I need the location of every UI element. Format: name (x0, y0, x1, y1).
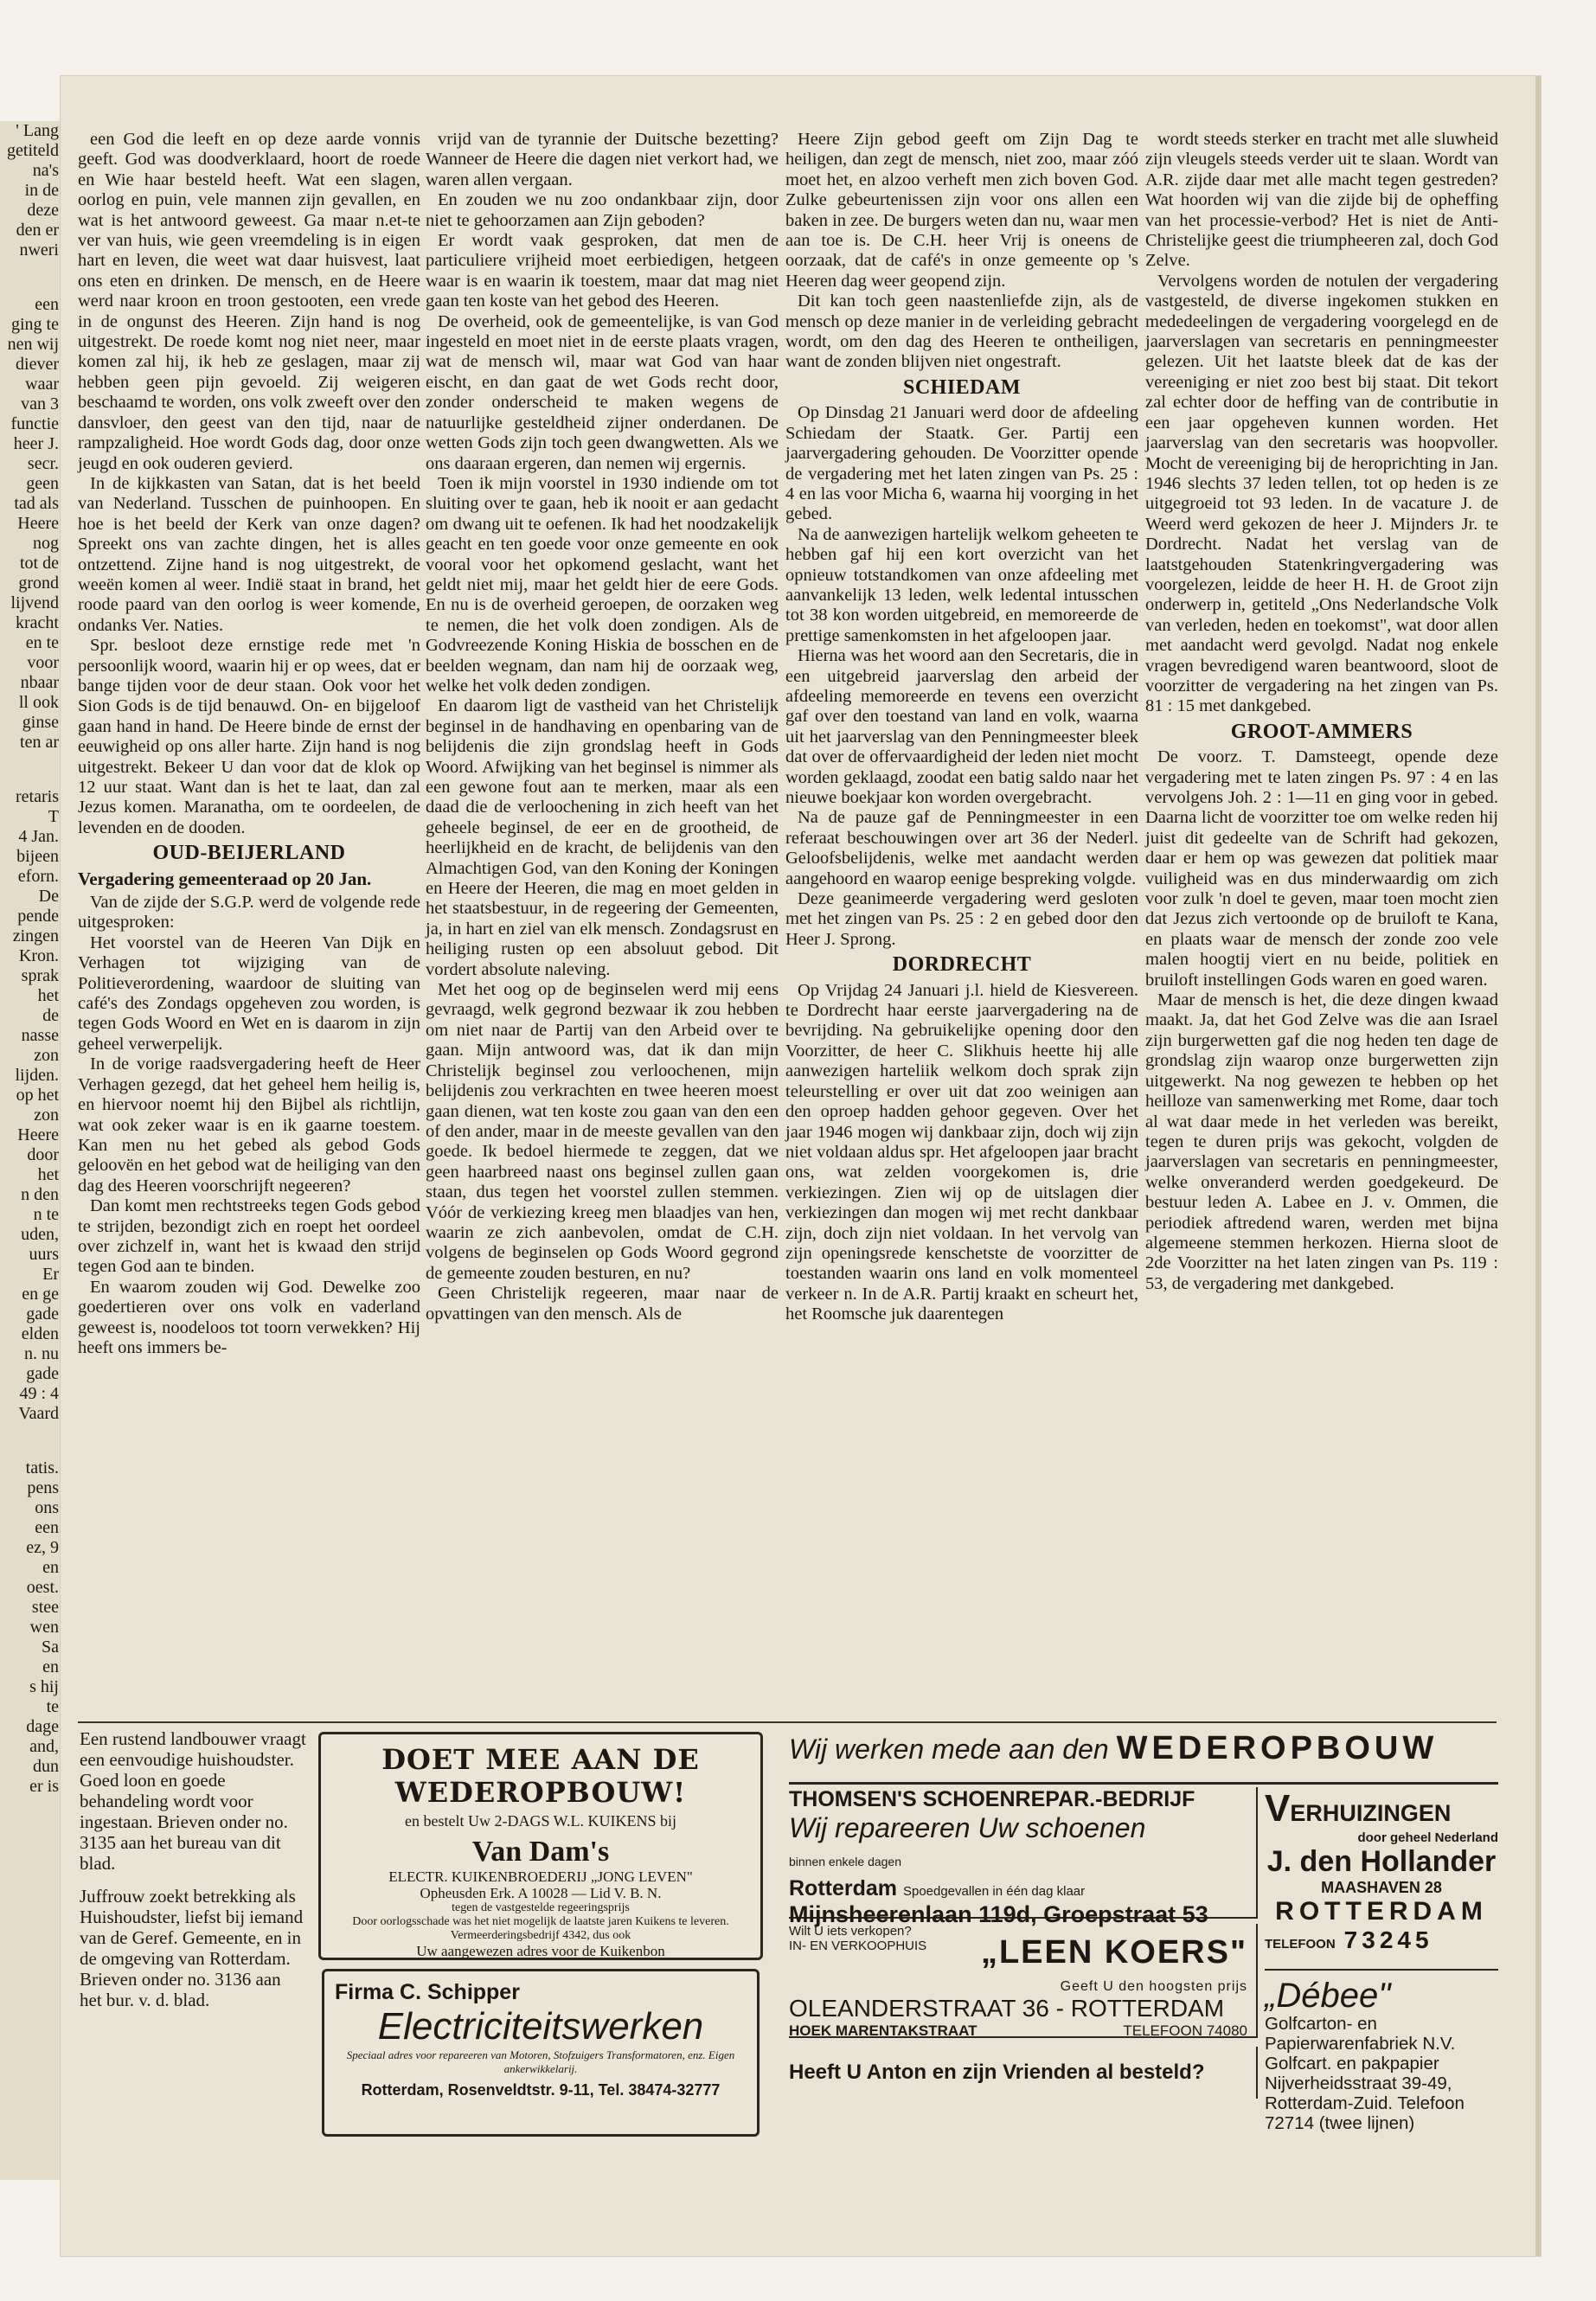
prev-page-fragment: Sa (42, 1638, 59, 1657)
prev-page-fragment: sprak (21, 966, 59, 985)
prev-page-fragment: uden, (21, 1225, 59, 1244)
prev-page-fragment: lijden. (15, 1066, 59, 1085)
prev-page-fragment: 4 Jan. (18, 827, 59, 846)
prev-page-fragment: heer J. (13, 434, 59, 453)
prev-page-fragment: ez, 9 (26, 1538, 59, 1557)
prev-page-fragment: getiteld (7, 141, 59, 160)
article-paragraph: En daarom ligt de vastheid van het Christelijk beginsel in de handhaving en openbaring van de belijdenis die zijn grondslag heeft in Gods Woord. Afwijking van het beginsel is nimmer als een gewone fout aan te merken, maar als een daad die de verloochening in zich heeft van het geheele beginsel, de eer en de grootheid, de heerlijkheid en de kracht, de belijdenis van den Almachtigen God, van den Koning der Koningen en Heere der Heeren, die mag en moet gelden in het staatsbestuur, in de regeering der Gemeenten, ja, in hart en ziel van elk mensch. Zondagsrust en heiliging rusten op een absoluut gebod. Dit vordert absolute naleving. (426, 696, 779, 979)
prev-page-fragment: de (42, 1006, 59, 1025)
ad-debee-golfcarton (1265, 1977, 1498, 2133)
prev-page-fragment: Er (42, 1265, 59, 1284)
ad-line: Golfcart. en pakpapier (1265, 2054, 1439, 2073)
prev-page-fragment: ons (35, 1498, 59, 1517)
article-paragraph: Toen ik mijn voorstel in 1930 indiende om tot sluiting over te gaan, heb ik nooit er aan gedacht om dwang uit te oefenen. Ik had het noodzakelijk geacht en ten goede voor onze gemeente en ook vooral voor het opkomend geslacht, want het geldt niet mij, maar het geldt hier de eere Gods. En nu is de overheid geroepen, de oorzaken weg te nemen, die het volk doen zondigen. Als de Godvreezende Koning Hiskia de bosschen en de beelden wegnam, dan nam hij de oorzaak weg, welke het volk deden zondigen. (426, 473, 779, 695)
prev-page-fragment: functie (10, 414, 59, 433)
prev-page-fragment: tatis. (25, 1458, 59, 1477)
ad-title: ERHUIZINGEN (1290, 1800, 1452, 1826)
article-paragraph: En waarom zouden wij God. Dewelke zoo goedertieren over ons volk en vaderland geweest is, noodeloos tot toorn verwekken? Hij heeft ons immers be- (78, 1277, 420, 1357)
section-subheading: Vergadering gemeenteraad op 20 Jan. (78, 868, 372, 889)
classified-ads (80, 1728, 306, 2022)
prev-page-fragment: lijvend (10, 593, 59, 612)
prev-page-fragment: zon (34, 1046, 59, 1065)
ad-tel-label: TELEFOON (1265, 1937, 1336, 1952)
ad-headline: DOET MEE AAN DE WEDEROPBOUW! (381, 1743, 700, 1809)
prev-page-fragment: een (35, 1518, 59, 1537)
ad-phone: TELEFOON 74080 (1123, 2022, 1247, 2039)
ad-corner: HOEK MARENTAKSTRAAT (789, 2022, 977, 2039)
article-paragraph: De voorz. T. Damsteegt, opende deze vergadering met te laten zingen Ps. 97 : 4 en las vervolgens Joh. 2 : 1—11 en ging voor in gebed. Daarna licht de voorzitter toe om welke reden hij juist dit gedeelte van de Schrift had gekozen, daar er hem op was gewezen dat politiek maar vuiligheid was en dus minderwaardig om zich voor zulk 'n doel te geven, maar toen mocht zien dat Jezus zich vertoonde op de bruiloft te Kana, en plaats waar de mensch der zonde zoo vele malen hoogtij viert en nu beide, politiek en bruiloft instellingen Gods waren en goed waren. (1145, 747, 1498, 990)
prev-page-fragment: dun (33, 1757, 59, 1776)
article-paragraph: Dit kan toch geen naastenliefde zijn, als de mensch op deze manier in de verleiding gebracht wordt, om den dag des Heeren te ontheiligen, want de zonden blijven niet ongestraft. (785, 292, 1138, 372)
prev-page-fragment: een (35, 295, 59, 314)
ad-wederopbouw-banner (789, 1730, 1498, 1785)
prev-page-fragment: nog (33, 534, 59, 553)
article-paragraph: Na de aanwezigen hartelijk welkom geheeten te hebben gaf hij een kort overzicht van het opnieuw totstandkomen van onze afdeeling met aanvankelijk 13 leden, welk ledental intusschen tot 38 kon worden uitgebreid, en memoreerde de prettige samenkomsten in het afgeloopen jaar. (785, 524, 1138, 645)
article-paragraph: Spr. besloot deze ernstige rede met 'n persoonlijk woord, waarin hij er op wees, dat er bange tijden voor de deur staan. Ook voor het Sion Gods is de tijd benauwd. On- en bijgeloof gaan hand in hand. De Heere binde de ernst der eeuwigheid op ons aller harte. Zijn hand is nog uitgestrekt. Bekeer U dan voor dat de klok op 12 uur staat. Want dan is het te laat, dan zal Jezus komen. Maranatha, om te oordeelen, de levenden en de dooden. (78, 636, 420, 837)
prev-page-fragment: voor (27, 653, 59, 672)
article-paragraph: Het voorstel van de Heeren Van Dijk en Verhagen tot wijziging van de Politieverordening, waardoor de sluiting van café's des Zondags opgeheven zou worden, is tegen Gods Woord en Wet en is daarom in zijn geheel verwerpelijk. (78, 933, 420, 1054)
article-paragraph: En zouden we nu zoo ondankbaar zijn, door niet te gehoorzamen aan Zijn geboden? (426, 190, 779, 230)
article-paragraph: een God die leeft en op deze aarde vonnis geeft. God was doodverklaard, hoort de roede en Wie haar besteld heeft. Wat een slagen, oorlog en puin, vele mannen zijn gevallen, en wat is het antwoord geweest. Ga maar n.et-te ver van huis, wie geen vreemdeling is in eigen hart en leven, die weet wat daar huisvest, laat ons eten en drinken. De mensch, en de Heere werd naar kroon en troon gestooten, een vrede in de ongunst des Heeren. Zijn hand is nog uitgestrekt. De roede komt nog niet neer, maar komen zal hij, ik heb ze geslagen, maar zij hebben geen pijn gevoeld. Zij weigeren beschaamd te worden, ons volk zweeft over den dansvloer, den geest van den tijd, naar de rampzaligheid. Hoe wordt Gods dag, door onze jeugd en ook ouderen gevierd. (78, 130, 420, 473)
ad-tel: 73245 (1343, 1926, 1433, 1953)
prev-page-fragment: nen wij (7, 335, 59, 354)
ad-street: MAASHAVEN 28 (1321, 1879, 1442, 1896)
article-paragraph: Na de pauze gaf de Penningmeester in een referaat beschouwingen over art 36 der Nederl. Geloofsbelijdenis, welke met aandacht werden aangehoord en waarop eenige bespreking volgde. (785, 808, 1138, 888)
ad-van-dams-kuikens (318, 1732, 763, 1960)
previous-page-edge (0, 121, 69, 2180)
ad-pays: Geeft U den hoogsten prijs (1060, 1979, 1247, 1994)
prev-page-fragment: Heere (17, 514, 59, 533)
ad-trade: Electriciteitswerken (377, 2005, 704, 2048)
article-paragraph: wordt steeds sterker en tracht met alle sluwheid zijn vleugels steeds verder uit te slaan. Wordt van A.R. zijde daar met alle macht tegen gestreden? Wat hoorden wij van die zijde bij de opheffing van het processie-verbod? Het is niet de Anti-Christelijke geest die triumpheeren zal, doch God Zelve. (1145, 130, 1498, 271)
prev-page-fragment: pende (17, 907, 59, 926)
prev-page-fragment: oest. (26, 1578, 59, 1597)
ad-name: J. den Hollander (1266, 1845, 1497, 1878)
article-paragraph: Van de zijde der S.G.P. werd de volgende rede uitgesproken: (78, 893, 420, 933)
article-paragraph: Geen Christelijk regeeren, maar naar de opvattingen van den mensch. Als de (426, 1284, 779, 1324)
ad-name: THOMSEN'S SCHOENREPAR.-BEDRIJF (789, 1787, 1195, 1811)
prev-page-fragment: deze (27, 201, 59, 220)
ad-logo: „Débee" (1265, 1977, 1391, 2015)
ad-den-hollander-verhuizingen (1265, 1787, 1498, 1971)
prev-page-fragment: ten ar (20, 733, 59, 752)
prev-page-fragment: en te (25, 633, 59, 652)
prev-page-fragment: retaris (16, 787, 59, 806)
prev-page-fragment: nweri (19, 240, 59, 260)
prev-page-fragment: uurs (29, 1245, 59, 1264)
ad-scope: door geheel Nederland (1357, 1830, 1498, 1845)
prev-page-fragment: kracht (16, 613, 59, 632)
section-heading-groot-ammers: GROOT-AMMERS (1230, 720, 1413, 743)
prev-page-fragment: nbaar (20, 673, 59, 692)
prev-page-fragment: tot de (20, 554, 59, 573)
article-paragraph: Dan komt men rechtstreeks tegen Gods gebod te strijden, bezondigt zich en roept het oordeel over zichzelf in, want het is kwaad den strijd tegen God aan te binden. (78, 1196, 420, 1277)
prev-page-fragment: wen (29, 1618, 59, 1637)
ad-slogan: Wij repareeren Uw schoenen (789, 1812, 1146, 1843)
prev-page-fragment: eforn. (17, 867, 59, 886)
article-paragraph: Er wordt vaak gesproken, dat men de particuliere vrijheid moet eerbiedigen, hetgeen waar is en waarin ik toestem, maar dat mag niet gaan ten koste van het gebod des Heeren. (426, 231, 779, 311)
prev-page-fragment: zon (34, 1106, 59, 1125)
prev-page-fragment: dage (26, 1717, 59, 1736)
prev-page-fragment: en ge (22, 1285, 59, 1304)
prev-page-fragment: gade (26, 1304, 59, 1324)
article-paragraph: In de vorige raadsvergadering heeft de Heer Verhagen gezegd, dat het geheel hem heilig is, en hiervoor noemt hij den Bijbel als richtlijn, wat ook zeker waar is en ik gaarne toestem. Kan men nu het gebed als gebod Gods geloovën en het gebod wat de heiliging van den dag des Heeren voorschrijft negeeren? (78, 1054, 420, 1195)
banner-word: WEDEROPBOUW (1116, 1730, 1439, 1766)
prev-page-fragment: en (42, 1657, 59, 1676)
ad-firm: Firma C. Schipper (335, 1980, 520, 2004)
classified-ad-juffrouw: Juffrouw zoekt betrekking als Huishoudster, liefst bij iemand van de Geref. Gemeente, en in de omgeving van Rotterdam. Brieven onder no. 3136 aan het bur. v. d. blad. (80, 1886, 304, 2010)
prev-page-fragment: secr. (27, 454, 59, 473)
ad-street: OLEANDERSTRAAT 36 - ROTTERDAM (789, 1995, 1225, 2022)
ad-anton: Heeft U Anton en zijn Vrienden al besteld? (789, 2047, 1258, 2099)
prev-page-fragment: het (37, 986, 59, 1005)
ad-city: Rotterdam (789, 1876, 898, 1900)
classified-ad-landbouwer: Een rustend landbouwer vraagt een eenvoudige huishoudster. Goed loon en goede behandeling wordt voor ingestaan. Brieven onder no. 3135 aan het bureau van dit blad. (80, 1728, 306, 1874)
prev-page-fragment: pens (27, 1478, 59, 1497)
prev-page-fragment: diever (16, 355, 59, 374)
prev-page-fragment: op het (16, 1086, 59, 1105)
prev-page-fragment: zingen (12, 926, 59, 945)
article-paragraph: Vervolgens worden de notulen der vergadering vastgesteld, de diverse ingekomen stukken en mededeelingen de vergadering voorgelegd en de jaarverslagen van secretaris en penningmeester gelezen. Uit het laatste bleek dat de kas der vereeniging er niet zoo best bij staat. Dit tekort zal echter door de heffing van de contributie in een jaar opgeheven kunnen worden. Het jaarverslag van den secretaris was hoopvoller. Mocht de vereeniging bij de heroprichting in Jan. 1946 slechts 37 leden tellen, tot op heden is ze uitgegroeid tot 93 leden. In de vacature J. de Weerd werd gekozen de heer J. Mijnders Jr. te Dordrecht. Nadat het verslag van de laatstgehouden Statenkringvergadering was voorgelezen, leidde de heer H. H. de Groot zijn onderwerp in, getiteld „Ons Nederlandsche Volk van verleden, heden en toekomst", wat door allen met aandacht werd gevolgd. Nadat nog enkele vragen bevredigend waren beantwoord, sloot de voorzitter de vergadering na het zingen van Ps. 81 : 15 met dankgebed. (1145, 271, 1498, 716)
ad-line: ELECTR. KUIKENBROEDERIJ „JONG LEVEN" (388, 1868, 693, 1885)
prev-page-fragment: and, (29, 1737, 59, 1756)
ad-address: Mijnsheerenlaan 119d, Groepstraat 53 (789, 1901, 1208, 1927)
prev-page-fragment: Kron. (18, 946, 59, 965)
prev-page-fragment: bijeen (16, 847, 59, 866)
ad-detail: Speciaal adres voor repareeren van Motoren, Stofzuigers Transformatoren, enz. Eigen ankerwikkelarij. (346, 2048, 735, 2075)
article-paragraph: In de kijkkasten van Satan, dat is het beeld van Nederland. Tusschen de puinhoopen. En hoe is het beeld der Kerk van onze dagen? Spreekt ons van zachte dingen, het is alles ontzettend. Zijne hand is nog uitgestrekt, de weeën komen al weer. Indië staat in brand, het roode paard van den oorlog is weer komende, ondanks Ver. Naties. (78, 473, 420, 635)
ad-line: Golfcarton- en Papierwarenfabriek N.V. (1265, 2014, 1456, 2054)
prev-page-fragment: tad als (14, 494, 59, 513)
ad-name: „LEEN KOERS" (980, 1934, 1247, 1971)
prev-page-fragment: te (46, 1697, 59, 1716)
column-1 (78, 130, 420, 1358)
prev-page-fragment: van 3 (21, 394, 59, 413)
ad-thomsen-schoenreparatie (789, 1787, 1258, 1927)
prev-page-fragment: 49 : 4 (19, 1384, 59, 1403)
ad-city: ROTTERDAM (1275, 1897, 1488, 1926)
ad-line: Door oorlogsschade was het niet mogelijk de laatste jaren Kuikens te leveren. Vermeerderingsbedrijf 4342, dus ook (352, 1915, 729, 1942)
prev-page-fragment: door (27, 1145, 59, 1164)
prev-page-fragment: n den (21, 1185, 59, 1204)
article-paragraph: De overheid, ook de gemeentelijke, is van God ingesteld en moet niet in de eerste plaats vragen, wat de mensch wil, maar wat God van haar eischt, en dan gaat de wet Gods recht door, zonder onderscheid te maken wegens de natuurlijke gesteldheid zijner onderdanen. De wetten Gods zijn toch geen dwangwetten. Als we ons daaraan ergeren, dan nemen wij ergernis. (426, 311, 779, 473)
prev-page-fragment: den er (16, 221, 59, 240)
prev-page-fragment: ginse (22, 713, 59, 732)
section-heading-schiedam: SCHIEDAM (902, 375, 1021, 399)
prev-page-fragment: stee (31, 1598, 59, 1617)
ads-divider (78, 1721, 1497, 1723)
ad-leen-koers (789, 1924, 1258, 2038)
article-paragraph: Hierna was het woord aan den Secretaris, die in een uitgebreid jaarverslag den arbeid der afdeeling memoreerde en tevens een overzicht gaf over den toestand van land en volk, waarna uit het jaarverslag van den Penningmeester bleek dat over de offervaardigheid der leden niet mocht worden geklaagd, zoodat een batig saldo naar het nieuwe boekjaar kon worden overgebracht. (785, 646, 1138, 807)
article-paragraph: Maar de mensch is het, die deze dingen kwaad maakt. Ja, dat het God Zelve was die aan Israel zijn burgerwetten gaf die nog heden ten dage de grondslag zijn waarop onze burgerwetten zijn uitgewerkt. Na nog gewezen te hebben op het heilloze van samenwerking met Rome, daar toch al wat daar mede in het verleden was bereikt, tegen te duren prijs was gekocht, volgden de jaarverslagen van secretaris en penningmeester, welke onveranderd werden goedgekeurd. De bestuur leden A. Labee en J. v. Ommen, die periodiek aftredend waren, werden met bijna algemeene stemmen herkozen. Hierna sloot de 2de Voorzitter na het laten zingen van Ps. 119 : 53, de vergadering met dankgebed. (1145, 990, 1498, 1293)
prev-page-fragment: in de (24, 181, 59, 200)
ad-line: Nijverheidsstraat 39-49, (1265, 2073, 1452, 2093)
ad-spoed: Spoedgevallen in één dag klaar (902, 1884, 1086, 1899)
prev-page-fragment: gade (26, 1364, 59, 1383)
article-paragraph: Heere Zijn gebod geeft om Zijn Dag te heiligen, dan zegt de mensch, niet zoo, maar zóó moet het, en alzoo verheft men zich boven God. Zulke gebeurtenissen zijn voor ons allen een baken in zee. De burgers weten dan nu, waar men aan toe is. De C.H. heer Vrij is oneens de oorzaak, dat de café's in onze gemeente op 's Heeren dag weer geopend zijn. (785, 130, 1138, 291)
ad-lead: IN- EN VERKOOPHUIS (789, 1939, 927, 1953)
prev-page-fragment: nasse (21, 1026, 59, 1045)
column-3 (785, 130, 1138, 1325)
prev-page-fragment: waar (25, 375, 59, 394)
prev-page-fragment: elden (21, 1324, 59, 1343)
section-heading-dordrecht: DORDRECHT (892, 953, 1032, 977)
banner-lead: Wij werken mede aan den (789, 1734, 1109, 1765)
article-paragraph: Deze geanimeerde vergadering werd gesloten met het zingen van Ps. 25 : 2 en gebed door den Heer J. Sprong. (785, 889, 1138, 949)
ad-subline: en bestelt Uw 2-DAGS W.L. KUIKENS bij (405, 1812, 676, 1830)
prev-page-fragment: ll ook (18, 693, 59, 712)
article-paragraph: vrijd van de tyrannie der Duitsche bezetting? Wanneer de Heere die dagen niet verkort had, we waren allen vergaan. (426, 130, 779, 189)
column-2 (426, 130, 779, 1324)
prev-page-fragment: geen (26, 474, 59, 493)
ad-line: Opheusden Erk. A 10028 — Lid V. B. N. (420, 1885, 662, 1901)
prev-page-fragment: s hij (29, 1677, 59, 1696)
prev-page-fragment: Vaard (18, 1404, 59, 1423)
prev-page-fragment: er is (29, 1777, 59, 1796)
ad-days: binnen enkele dagen (789, 1855, 902, 1869)
prev-page-fragment: De (38, 887, 59, 906)
prev-page-fragment: n te (33, 1205, 59, 1224)
article-paragraph: Op Dinsdag 21 Januari werd door de afdeeling Schiedam der Staatk. Ger. Partij een jaarvergadering gehouden. De Voorzitter opende de vergadering met het laten zingen van Ps. 25 : 4 en las voor Micha 6, waarna hij voorging in het gebed. (785, 403, 1138, 524)
ad-initial: V (1265, 1787, 1291, 1830)
prev-page-fragment: en (42, 1558, 59, 1577)
article-paragraph: Op Vrijdag 24 Januari j.l. hield de Kiesvereen. te Dordrecht haar eerste jaarvergadering na de bevrijding. Na gebruikelijke opening door den Voorzitter, de heer C. Slikhuis heette hij alle aanwezigen harteliik welkom doch sprak zijn teleurstelling er over uit dat zoo weinigen aan den oproep hadden gehoor gegeven. Over het jaar 1946 mogen wij dankbaar zijn, doch wij zijn niet voldaan aldus spr. Het afgeloopen jaar bracht ons, wat zelden voorgekomen is, drie verkiezingen. Zien wij op de uitslagen dier verkiezingen dan mogen wij met recht dankbaar zijn, doch zijn niet voldaan. In het vervolg van zijn openingsrede kenschetste de voorzitter de toestanden waarin ons land en volk momenteel verkeer n. In de A.R. Partij kraakt en scheurt het, het Roomsche juk daarentegen (785, 980, 1138, 1324)
ad-address: Rotterdam, Rosenveldtstr. 9-11, Tel. 38474-32777 (361, 2081, 721, 2099)
column-4 (1145, 130, 1498, 1294)
article-paragraph: Met het oog op de beginselen werd mij eens gevraagd, welk gegrond bezwaar ik zou hebben om niet naar de Partij van den Arbeid over te gaan. Mijn antwoord was, dat ik dan mijn Christelijk beginsel zou verloochenen, mijn belijdenis zou verkrachten en twee heeren moest gaan dienen, wat ten koste zou gaan van den een of den ander, maar in de meeste gevallen van den goede. Ik bedoel hiermede te zeggen, dat we geen haarbreed naast ons beginsel zullen gaan staan, dus tegen het voorstel zullen stemmen. Vóór de verkiezing kreeg men blaadjes van hen, waarin ze zich aanbevolen, omdat de C.H. volgens de beginselen op Gods Woord gegrond de gemeente zouden besturen, en nu? (426, 980, 779, 1283)
prev-page-fragment: Heere (17, 1125, 59, 1144)
section-heading-oud-beijerland: OUD-BEIJERLAND (152, 842, 346, 865)
prev-page-fragment: T (48, 807, 59, 826)
ad-line: Rotterdam-Zuid. Telefoon 72714 (twee lijnen) (1265, 2093, 1465, 2133)
ad-schipper-electriciteitswerken (322, 1969, 760, 2137)
prev-page-fragment: n. nu (24, 1344, 59, 1363)
prev-page-fragment: na's (32, 161, 59, 180)
ad-lead: Wilt U iets verkopen? (789, 1924, 912, 1939)
ad-line: Uw aangewezen adres voor de Kuikenbon (416, 1943, 665, 1959)
prev-page-fragment: grond (18, 574, 59, 593)
ad-brand: Van Dam's (471, 1836, 610, 1868)
prev-page-fragment: het (37, 1165, 59, 1184)
prev-page-fragment: ging te (11, 315, 59, 334)
ad-line: tegen de vastgestelde regeeringsprijs (452, 1901, 630, 1914)
prev-page-fragment: ' Lang (16, 121, 59, 140)
